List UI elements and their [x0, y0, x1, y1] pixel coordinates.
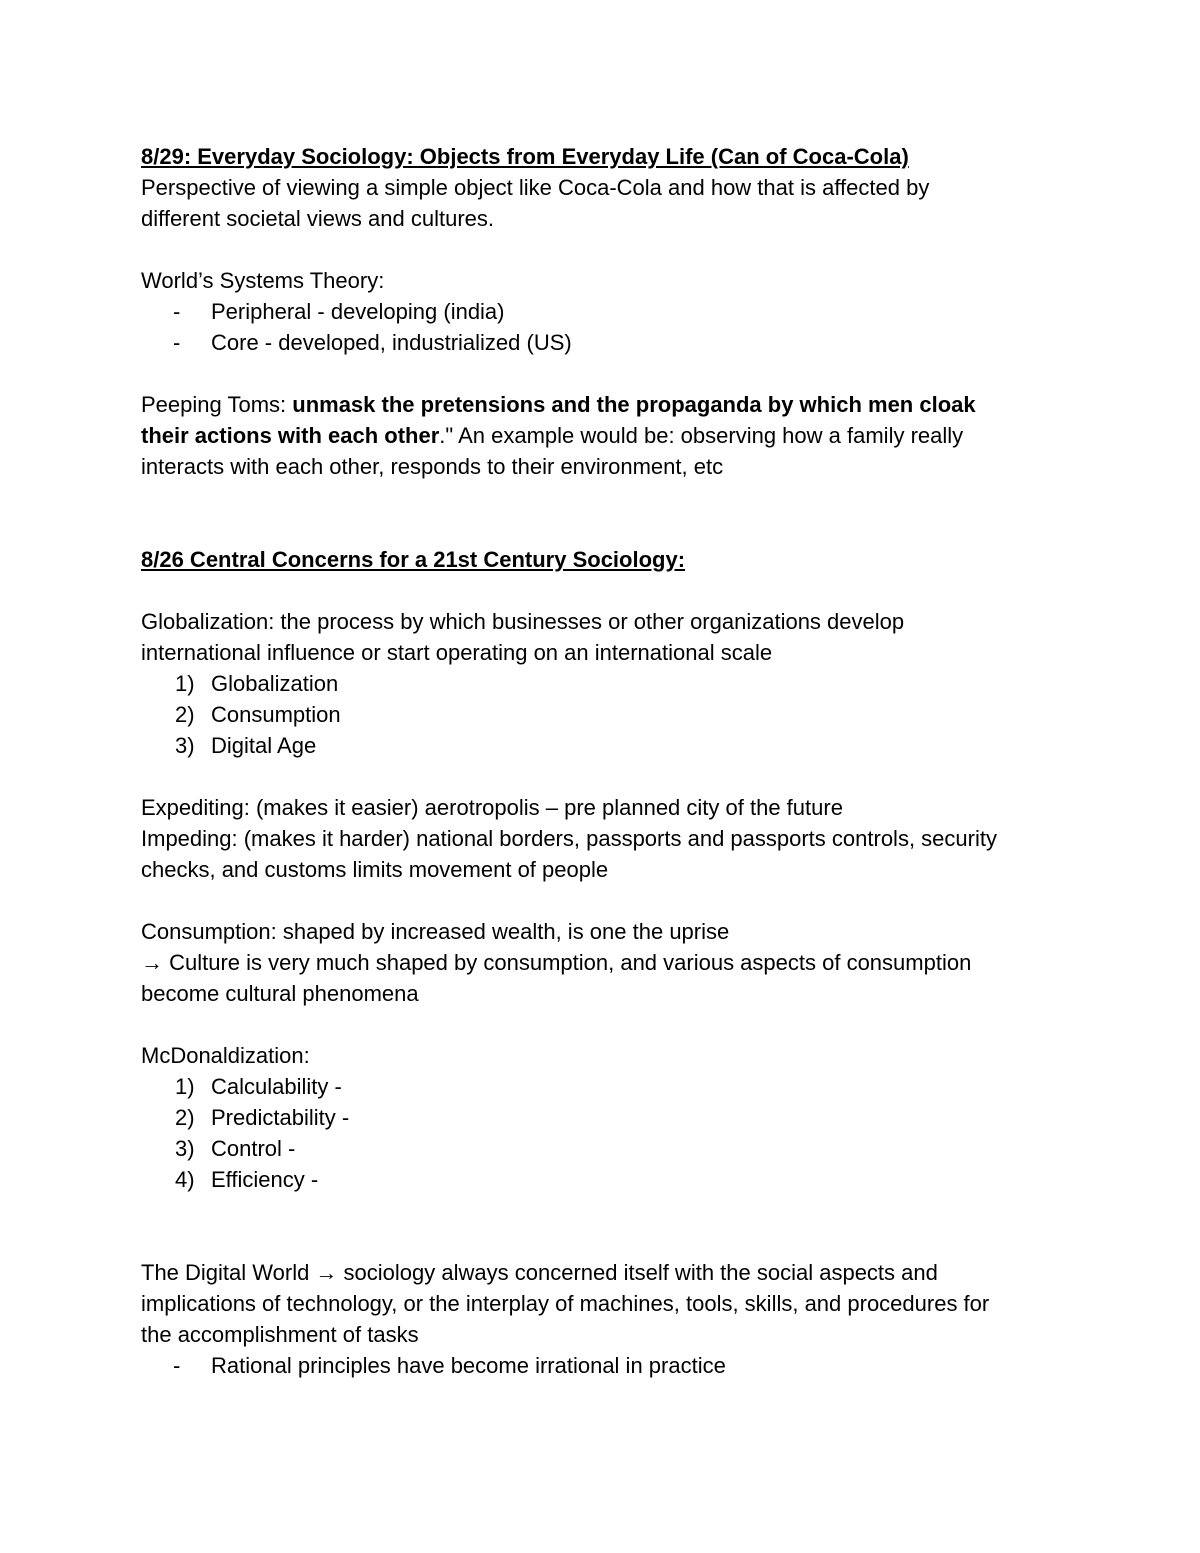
- peeping-toms-bold: their actions with each other: [141, 423, 440, 448]
- section-heading-826: 8/26 Central Concerns for a 21st Century Sociology:: [141, 547, 686, 572]
- peeping-toms-text: interacts with each other, responds to their environment, etc: [141, 454, 724, 479]
- number-marker: 3): [175, 733, 195, 758]
- number-marker: 1): [175, 1074, 195, 1099]
- expediting-text: Expediting: (makes it easier) aerotropolis – pre planned city of the future: [141, 795, 843, 820]
- consumption-text: → Culture is very much shaped by consumption, and various aspects of consumption: [141, 950, 972, 975]
- list-item-text: Peripheral - developing (india): [211, 299, 505, 324]
- number-marker: 2): [175, 1105, 195, 1130]
- list-item: [141, 1102, 1071, 1133]
- impeding-text: Impeding: (makes it harder) national borders, passports and passports controls, security: [141, 826, 997, 851]
- list-item-text: Predictability -: [211, 1105, 350, 1130]
- list-item: [141, 1164, 1071, 1195]
- mcdonaldization-title: McDonaldization:: [141, 1043, 310, 1068]
- peeping-toms-paragraph: [141, 420, 1071, 451]
- globalization-definition: international influence or start operating on an international scale: [141, 640, 773, 665]
- list-item-text: Core - developed, industrialized (US): [211, 330, 572, 355]
- impeding-text: checks, and customs limits movement of people: [141, 857, 609, 882]
- peeping-toms-paragraph: [141, 389, 1071, 420]
- list-item: [141, 699, 1071, 730]
- globalization-definition: Globalization: the process by which businesses or other organizations develop: [141, 609, 905, 634]
- peeping-toms-label: Peeping Toms:: [141, 392, 293, 417]
- list-item-text: Globalization: [211, 671, 339, 696]
- document-page: [141, 141, 1071, 1381]
- list-item: [141, 668, 1071, 699]
- list-item: [141, 327, 1071, 358]
- list-item-text: Calculability -: [211, 1074, 342, 1099]
- list-item-text: Efficiency -: [211, 1167, 319, 1192]
- number-marker: 3): [175, 1136, 195, 1161]
- peeping-toms-text: ." An example would be: observing how a family really: [439, 423, 964, 448]
- list-item: [141, 296, 1071, 327]
- list-item: [141, 730, 1071, 761]
- consumption-text: Consumption: shaped by increased wealth, is one the uprise: [141, 919, 730, 944]
- list-item-text: Rational principles have become irrational in practice: [211, 1353, 726, 1378]
- list-item: [141, 1071, 1071, 1102]
- digital-world-text: The Digital World → sociology always concerned itself with the social aspects and: [141, 1260, 938, 1285]
- section-heading-829: 8/29: Everyday Sociology: Objects from Everyday Life (Can of Coca-Cola): [141, 144, 909, 169]
- list-item: [141, 1350, 1071, 1381]
- number-marker: 4): [175, 1167, 195, 1192]
- dash-marker: -: [173, 330, 181, 355]
- list-item-text: Consumption: [211, 702, 341, 727]
- dash-marker: -: [173, 1353, 181, 1378]
- world-systems-title: World’s Systems Theory:: [141, 268, 385, 293]
- digital-world-text: the accomplishment of tasks: [141, 1322, 419, 1347]
- dash-marker: -: [173, 299, 181, 324]
- list-item-text: Digital Age: [211, 733, 317, 758]
- consumption-text: become cultural phenomena: [141, 981, 419, 1006]
- digital-world-text: implications of technology, or the interplay of machines, tools, skills, and procedures for: [141, 1291, 990, 1316]
- intro-text: different societal views and cultures.: [141, 206, 494, 231]
- number-marker: 2): [175, 702, 195, 727]
- peeping-toms-bold: unmask the pretensions and the propaganda by which men cloak: [292, 392, 976, 417]
- number-marker: 1): [175, 671, 195, 696]
- list-item: [141, 1133, 1071, 1164]
- list-item-text: Control -: [211, 1136, 296, 1161]
- intro-text: Perspective of viewing a simple object like Coca-Cola and how that is affected by: [141, 175, 930, 200]
